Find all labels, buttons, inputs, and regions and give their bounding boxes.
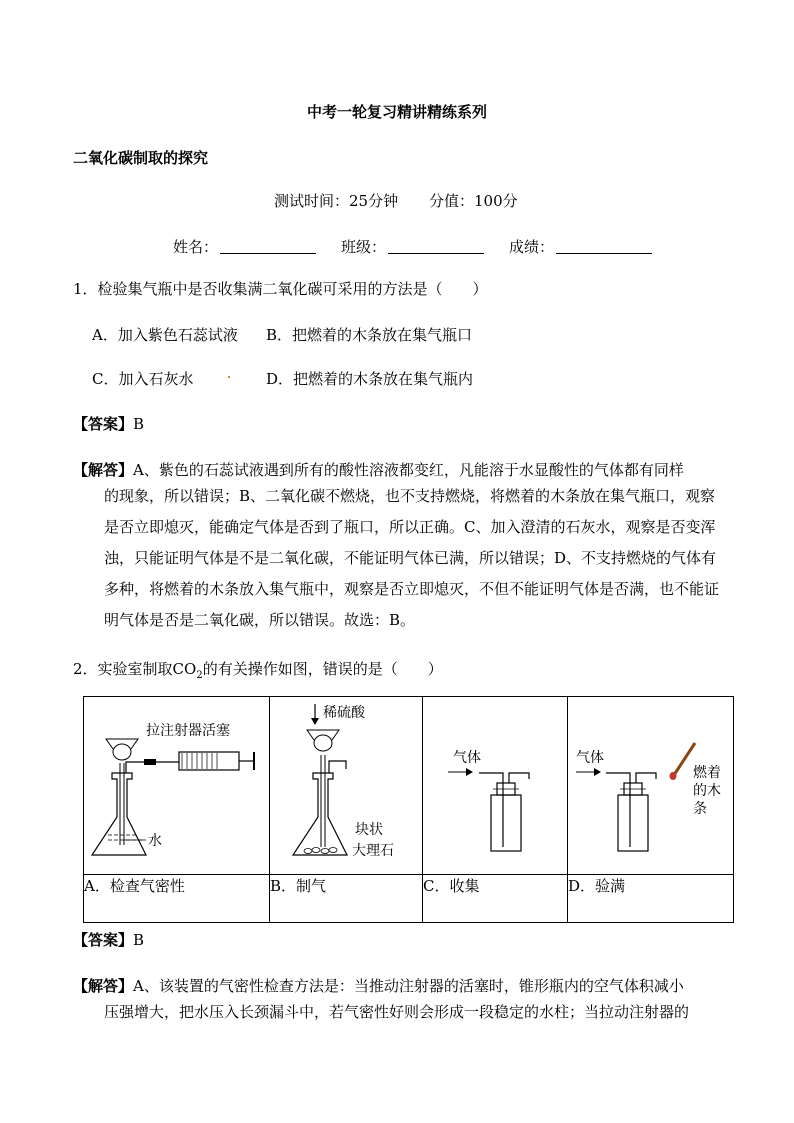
full-check-apparatus (568, 697, 733, 874)
q2-analysis-first (73, 975, 684, 996)
airtightness-apparatus (84, 697, 269, 874)
q1-analysis-rest: 的现象，所以错误；B、二氧化碳不燃烧，也不支持燃烧，将燃着的木条放在集气瓶口，观察是否立即熄灭，能确定气体是否到了瓶口，所以正确。C、加入澄清的石灰水，观察是否变浑浊，只能证明气体是不是二氧化碳，不能证明气体已满，所以错误；D、不支持燃烧的气体有多种，将燃着的木条放入集气瓶中，观察是否立即熄灭，不但不能证明气体是否满，也不能证明气体是否是二氧化碳，所以错误。故选：B。 (104, 487, 720, 629)
figure-c (423, 697, 568, 875)
q1-analysis-first (73, 459, 684, 480)
q1-answer-value: B (133, 415, 145, 433)
q2-answer-value: B (133, 931, 145, 949)
q1-answer-tag: 【答案】 (73, 415, 134, 433)
section-title: 二氧化碳制取的探究 (73, 149, 209, 167)
grade-field[interactable] (509, 236, 652, 257)
q2-analysis-line1: A、该装置的气密性检查方法是：当推动注射器的活塞时，锥形瓶内的空气体积减小 (133, 977, 684, 995)
q2-stem-suffix: 的有关操作如图，错误的是（ ） (202, 660, 443, 678)
q2-stem-subscript: 2 (196, 670, 203, 681)
gas-label-d: 气体 (576, 750, 604, 766)
solid-label-1: 块状 (355, 822, 383, 838)
q1-option-c: C．加入石灰水 (92, 370, 194, 388)
stick-label-1: 燃着 (693, 765, 721, 781)
figure-table (83, 696, 734, 923)
q2-analysis-tag: 【解答】 (73, 977, 134, 995)
stick-label-2: 的木 (693, 783, 721, 799)
q2-stem-prefix: 2．实验室制取CO (73, 660, 197, 678)
page-title: 中考一轮复习精讲精练系列 (306, 103, 487, 121)
stray-dot (228, 376, 230, 378)
q1-option-b: B．把燃着的木条放在集气瓶口 (266, 326, 473, 344)
q2-answer-tag: 【答案】 (73, 931, 134, 949)
water-label: 水 (148, 833, 162, 849)
class-label: 班级： (341, 238, 387, 256)
q1-answer (73, 413, 144, 434)
exam-time: 测试时间：25分钟 (274, 192, 399, 210)
q1-option-a: A．加入紫色石蕊试液 (92, 326, 238, 344)
acid-label: 稀硫酸 (323, 705, 365, 721)
class-field[interactable] (341, 236, 484, 257)
class-blank[interactable] (388, 240, 484, 254)
grade-label: 成绩： (509, 238, 555, 256)
gas-collection-apparatus (423, 697, 567, 874)
q2-answer (73, 929, 144, 950)
figure-b (270, 697, 423, 875)
gas-label-c: 气体 (453, 750, 481, 766)
figure-b-label: B．制气 (270, 875, 423, 923)
gas-generation-apparatus (270, 697, 422, 874)
name-blank[interactable] (220, 240, 316, 254)
figure-a (84, 697, 270, 875)
name-label: 姓名： (173, 238, 219, 256)
figure-c-label: C．收集 (423, 875, 568, 923)
figure-d (568, 697, 734, 875)
q1-option-d: D．把燃着的木条放在集气瓶内 (266, 370, 474, 388)
q1-analysis-tag: 【解答】 (73, 461, 134, 479)
q1-stem: 1．检验集气瓶中是否收集满二氧化碳可采用的方法是（ ） (73, 280, 488, 298)
solid-label-2: 大理石 (352, 843, 394, 859)
figure-a-label: A．检查气密性 (84, 875, 270, 923)
q1-analysis-line1: A、紫色的石蕊试液遇到所有的酸性溶液都变红，凡能溶于水显酸性的气体都有同样 (133, 461, 684, 479)
syringe-label: 拉注射器活塞 (146, 723, 230, 739)
figure-d-label: D．验满 (568, 875, 734, 923)
q2-analysis-rest: 压强增大，把水压入长颈漏斗中，若气密性好则会形成一段稳定的水柱；当拉动注射器的 (104, 1003, 690, 1021)
grade-blank[interactable] (556, 240, 652, 254)
name-field[interactable] (173, 236, 316, 257)
exam-score: 分值：100分 (429, 192, 518, 210)
q2-stem (73, 658, 443, 681)
stick-label-3: 条 (693, 801, 707, 817)
